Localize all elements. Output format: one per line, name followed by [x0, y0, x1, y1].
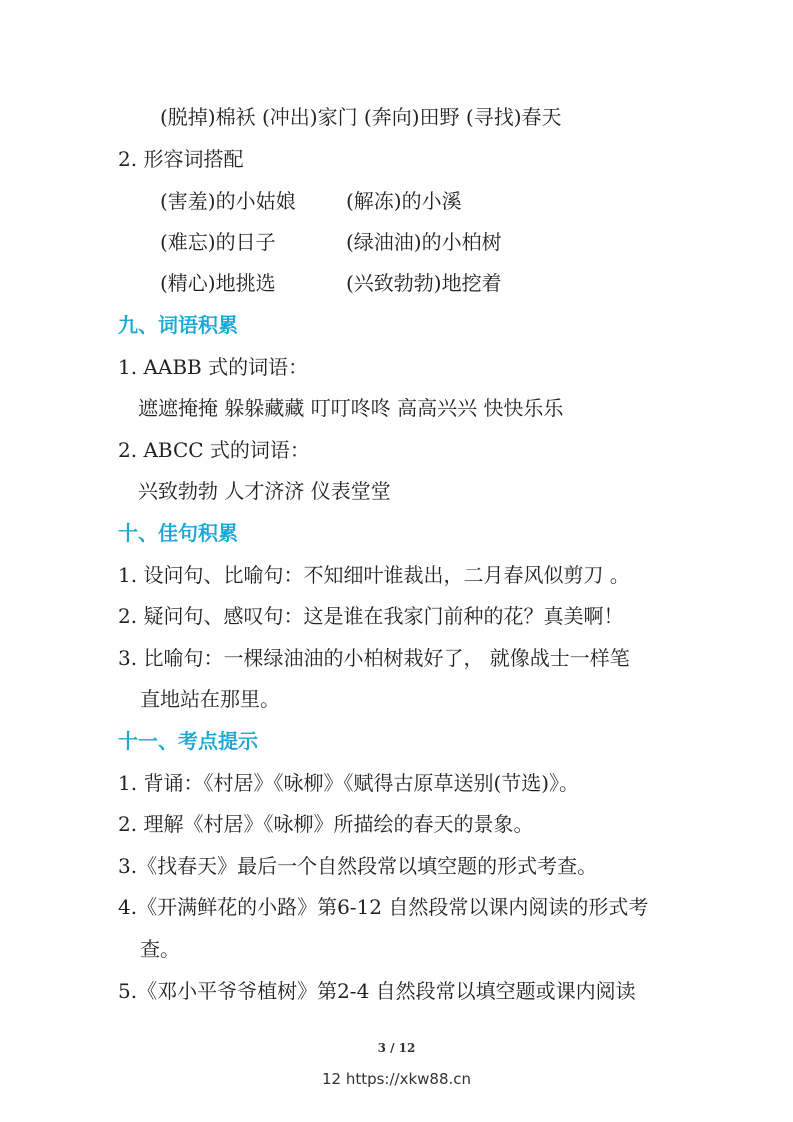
exam-item-5: 5.《邓小平爷爷植树》第2-4 自然段常以填空题或课内阅读 — [118, 979, 636, 1003]
section-10-heading: 十、佳句积累 — [118, 521, 238, 545]
sentence-item-1: 1. 设问句、比喻句：不知细叶谁裁出，二月春风似剪刀 。 — [118, 563, 630, 587]
aabb-label: 1. AABB 式的词语： — [118, 355, 309, 379]
adj-pair-2a: (难忘)的日子 — [160, 230, 276, 254]
section-9-heading: 九、词语积累 — [118, 313, 238, 337]
sentence-item-3-cont: 直地站在那里。 — [140, 687, 280, 711]
adj-pair-3b: (兴致勃勃)地挖着 — [346, 271, 502, 295]
abcc-words: 兴致勃勃 人才济济 仪表堂堂 — [138, 479, 391, 503]
sentence-item-3: 3. 比喻句：一棵绿油油的小柏树栽好了， 就像战士一样笔 — [118, 646, 630, 670]
sentence-item-2: 2. 疑问句、感叹句：这是谁在我家门前种的花？真美啊！ — [118, 604, 624, 628]
adj-pair-3a: (精心)地挑选 — [160, 271, 276, 295]
footer-watermark: 12 https://xkw88.cn — [321, 1070, 472, 1088]
exam-item-1: 1. 背诵：《村居》《咏柳》《赋得古原草送别(节选)》。 — [118, 771, 580, 795]
exam-item-2: 2. 理解《村居》《咏柳》所描绘的春天的景象。 — [118, 812, 534, 836]
aabb-words: 遮遮掩掩 躲躲藏藏 叮叮咚咚 高高兴兴 快快乐乐 — [138, 396, 564, 420]
verb-pairs-line: (脱掉)棉袄 (冲出)家门 (奔向)田野 (寻找)春天 — [160, 105, 562, 129]
exam-item-4: 4.《开满鲜花的小路》第6-12 自然段常以课内阅读的形式考 — [118, 895, 649, 919]
exam-item-4-cont: 查。 — [140, 937, 180, 961]
exam-item-3: 3.《找春天》最后一个自然段常以填空题的形式考查。 — [118, 854, 598, 878]
adj-pair-2b: (绿油油)的小柏树 — [346, 230, 502, 254]
adj-pair-1b: (解冻)的小溪 — [346, 189, 462, 213]
adjective-collocation-title: 2. 形容词搭配 — [118, 147, 244, 171]
section-11-heading: 十一、考点提示 — [118, 729, 258, 753]
adj-pair-1a: (害羞)的小姑娘 — [160, 189, 296, 213]
page-number: 3 / 12 — [377, 1041, 416, 1055]
abcc-label: 2. ABCC 式的词语： — [118, 438, 310, 462]
